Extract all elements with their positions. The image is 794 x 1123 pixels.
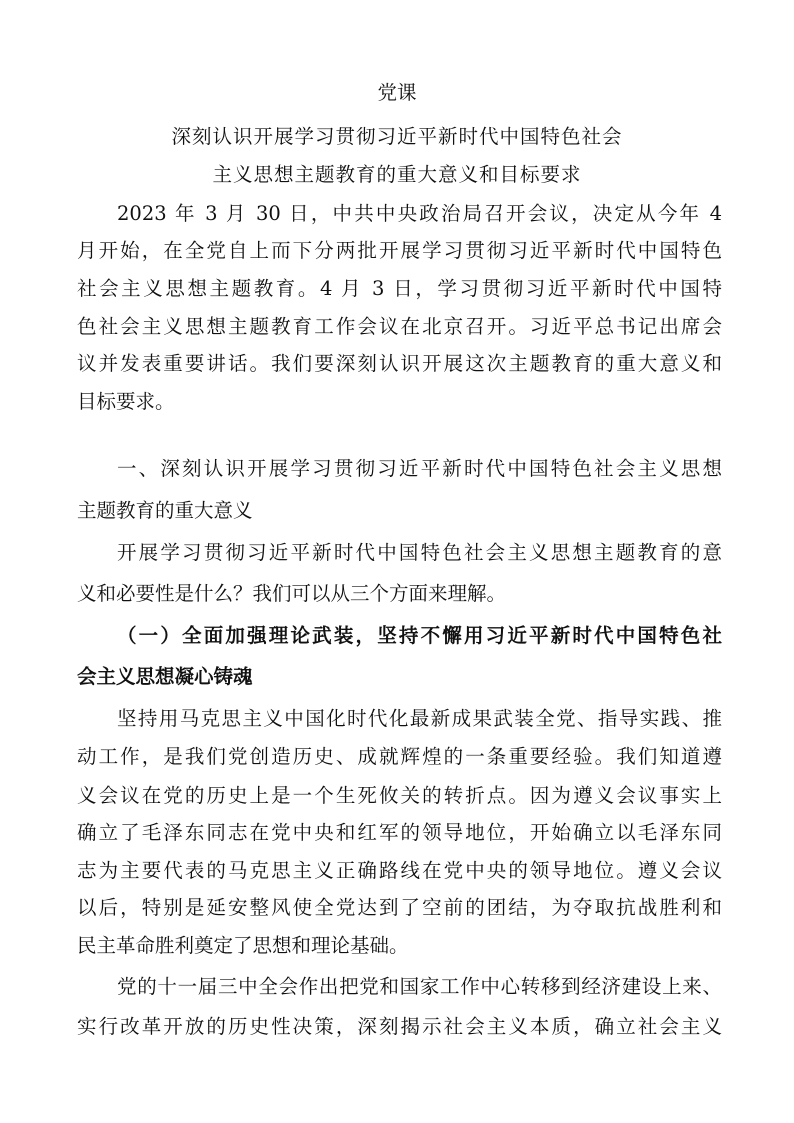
subsection-heading-line: （一）全面加强理论武装，坚持不懈用习近平新时代中国特色社 — [117, 624, 722, 647]
document-title-line-2: 主义思想主题教育的重大意义和目标要求 — [212, 163, 582, 186]
document-label: 党课 — [377, 81, 417, 104]
paragraph-line: 义和必要性是什么？我们可以从三个方面来理解。 — [77, 582, 507, 605]
paragraph-line: 议并发表重要讲话。我们要深刻认识开展这次主题教育的重大意义和 — [77, 352, 722, 375]
paragraph-line: 色社会主义思想主题教育工作会议在北京召开。习近平总书记出席会 — [77, 315, 722, 338]
paragraph-line: 民主革命胜利奠定了思想和理论基础。 — [77, 934, 409, 957]
paragraph-line: 目标要求。 — [77, 390, 175, 413]
paragraph-line: 义会议在党的历史上是一个生死攸关的转折点。因为遵义会议事实上 — [77, 784, 722, 807]
paragraph-line: 实行改革开放的历史性决策，深刻揭示社会主义本质，确立社会主义 — [77, 1015, 722, 1038]
paragraph-line: 开展学习贯彻习近平新时代中国特色社会主义思想主题教育的意 — [117, 541, 722, 564]
document-title-line-1: 深刻认识开展学习贯彻习近平新时代中国特色社会 — [171, 125, 623, 148]
paragraph-line: 党的十一届三中全会作出把党和国家工作中心转移到经济建设上来、 — [117, 975, 722, 998]
paragraph-line: 2023 年 3 月 30 日，中共中央政治局召开会议，决定从今年 4 — [117, 202, 722, 225]
subsection-heading-line: 会主义思想凝心铸魂 — [77, 665, 253, 688]
section-heading-line: 一、深刻认识开展学习贯彻习近平新时代中国特色社会主义思想 — [117, 457, 722, 480]
paragraph-line: 动工作，是我们党创造历史、成就辉煌的一条重要经验。我们知道遵 — [77, 745, 722, 768]
paragraph-line: 社会主义思想主题教育。4 月 3 日，学习贯彻习近平新时代中国特 — [77, 277, 722, 300]
paragraph-line: 确立了毛泽东同志在党中央和红军的领导地位，开始确立以毛泽东同 — [77, 821, 722, 844]
section-heading-line: 主题教育的重大意义 — [77, 499, 253, 522]
paragraph-line: 以后，特别是延安整风使全党达到了空前的团结，为夺取抗战胜利和 — [77, 896, 722, 919]
paragraph-line: 坚持用马克思主义中国化时代化最新成果武装全党、指导实践、推 — [117, 707, 722, 730]
paragraph-line: 月开始，在全党自上而下分两批开展学习贯彻习近平新时代中国特色 — [77, 239, 722, 262]
paragraph-line: 志为主要代表的马克思主义正确路线在党中央的领导地位。遵义会议 — [77, 859, 722, 882]
